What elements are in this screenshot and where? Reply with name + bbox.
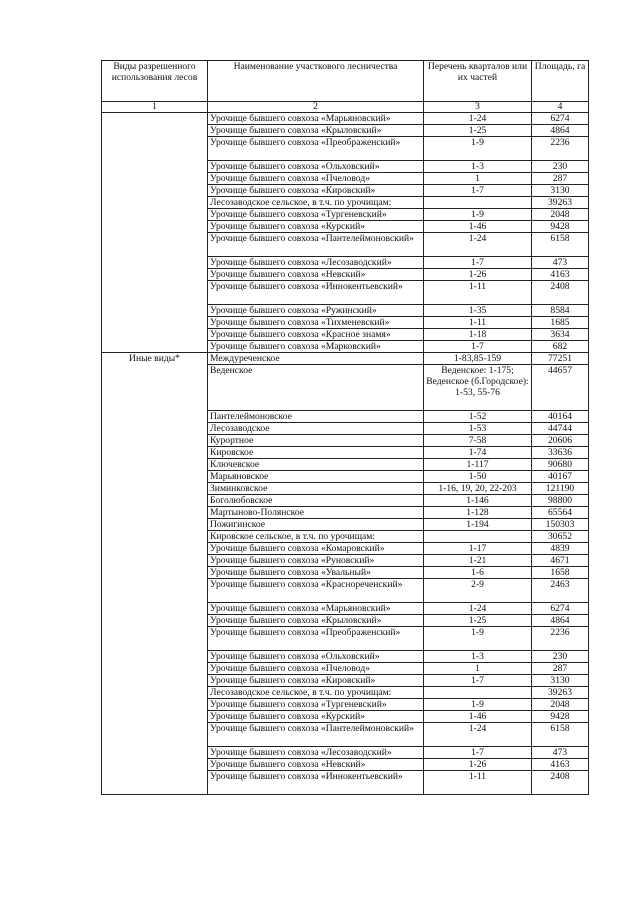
- quarters-cell: 1-9: [424, 627, 532, 651]
- forestry-name-cell: Урочище бывшего совхоза «Комаровский»: [208, 543, 424, 555]
- forestry-name-cell: Урочище бывшего совхоза «Крыловский»: [208, 125, 424, 137]
- quarters-cell: 1-3: [424, 651, 532, 663]
- quarters-cell: 1-50: [424, 471, 532, 483]
- forestry-name-cell: Веденское: [208, 365, 424, 411]
- forestry-name-cell: Урочище бывшего совхоза «Пантелеймоновский»: [208, 233, 424, 257]
- forestry-name-cell: Урочище бывшего совхоза «Тургеневский»: [208, 209, 424, 221]
- forestry-name-cell: Урочище бывшего совхоза «Курский»: [208, 711, 424, 723]
- area-cell: 473: [532, 257, 589, 269]
- area-cell: 6274: [532, 603, 589, 615]
- forestry-name-cell: Пожигинское: [208, 519, 424, 531]
- quarters-cell: 7-58: [424, 435, 532, 447]
- forestry-name-cell: Урочище бывшего совхоза «Красное знамя»: [208, 329, 424, 341]
- area-cell: 8584: [532, 305, 589, 317]
- area-cell: 473: [532, 747, 589, 759]
- quarters-cell: 1-24: [424, 233, 532, 257]
- quarters-cell: 1-11: [424, 281, 532, 305]
- forestry-name-cell: Урочище бывшего совхоза «Тихменевский»: [208, 317, 424, 329]
- forestry-name-cell: Урочище бывшего совхоза «Ружинский»: [208, 305, 424, 317]
- area-cell: 3130: [532, 185, 589, 197]
- area-cell: 40167: [532, 471, 589, 483]
- area-cell: 44744: [532, 423, 589, 435]
- header-forestry-name: Наименование участкового лесничества: [208, 61, 424, 102]
- quarters-cell: 1-7: [424, 257, 532, 269]
- area-cell: 39263: [532, 687, 589, 699]
- header-quarters: Перечень кварталов или их частей: [424, 61, 532, 102]
- forestry-name-cell: Урочище бывшего совхоза «Кировский»: [208, 675, 424, 687]
- area-cell: 230: [532, 651, 589, 663]
- forestry-name-cell: Кировское: [208, 447, 424, 459]
- quarters-cell: 1-35: [424, 305, 532, 317]
- area-cell: 4671: [532, 555, 589, 567]
- forestry-name-cell: Урочище бывшего совхоза «Пантелеймоновский»: [208, 723, 424, 747]
- forestry-name-cell: Пантелеймоновское: [208, 411, 424, 423]
- forestry-name-cell: Урочище бывшего совхоза «Курский»: [208, 221, 424, 233]
- area-cell: 1685: [532, 317, 589, 329]
- header-row: [102, 61, 589, 102]
- forestry-name-cell: Урочище бывшего совхоза «Крыловский»: [208, 615, 424, 627]
- quarters-cell: 1-3: [424, 161, 532, 173]
- forestry-name-cell: Лесозаводское сельское, в т.ч. по урочищам:: [208, 687, 424, 699]
- quarters-cell: 1-46: [424, 711, 532, 723]
- column-number: 2: [208, 102, 424, 113]
- forestry-name-cell: Междуреченское: [208, 353, 424, 365]
- area-cell: 4839: [532, 543, 589, 555]
- area-cell: 9428: [532, 221, 589, 233]
- quarters-cell: 1-74: [424, 447, 532, 459]
- forestry-name-cell: Урочище бывшего совхоза «Руновский»: [208, 555, 424, 567]
- area-cell: 121190: [532, 483, 589, 495]
- quarters-cell: 1-128: [424, 507, 532, 519]
- quarters-cell: 1-146: [424, 495, 532, 507]
- use-type-cell: Иные виды*: [102, 353, 208, 795]
- quarters-cell: 1-24: [424, 603, 532, 615]
- quarters-cell: 1-7: [424, 747, 532, 759]
- area-cell: 4864: [532, 125, 589, 137]
- forestry-name-cell: Урочище бывшего совхоза «Кировский»: [208, 185, 424, 197]
- area-cell: 4163: [532, 759, 589, 771]
- area-cell: 150303: [532, 519, 589, 531]
- area-cell: 2408: [532, 281, 589, 305]
- forestry-name-cell: Урочище бывшего совхоза «Марьяновский»: [208, 113, 424, 125]
- quarters-cell: 1-24: [424, 723, 532, 747]
- quarters-cell: 1-18: [424, 329, 532, 341]
- forestry-name-cell: Боголюбовское: [208, 495, 424, 507]
- area-cell: 287: [532, 173, 589, 185]
- use-type-cell: [102, 113, 208, 353]
- forestry-name-cell: Кировское сельское, в т.ч. по урочищам:: [208, 531, 424, 543]
- forestry-name-cell: Урочище бывшего совхоза «Марьяновский»: [208, 603, 424, 615]
- quarters-cell: 1-7: [424, 675, 532, 687]
- forestry-name-cell: Урочище бывшего совхоза «Ольховский»: [208, 651, 424, 663]
- forestry-name-cell: Мартыново-Полянское: [208, 507, 424, 519]
- area-cell: 682: [532, 341, 589, 353]
- area-cell: 2048: [532, 699, 589, 711]
- area-cell: 20606: [532, 435, 589, 447]
- quarters-cell: 1-117: [424, 459, 532, 471]
- area-cell: 2408: [532, 771, 589, 795]
- forestry-name-cell: Курортное: [208, 435, 424, 447]
- quarters-cell: 1-11: [424, 317, 532, 329]
- column-number: 4: [532, 102, 589, 113]
- header-use-type: Виды разрешенного использования лесов: [102, 61, 208, 102]
- quarters-cell: 2-9: [424, 579, 532, 603]
- area-cell: 4163: [532, 269, 589, 281]
- forestry-name-cell: Ключевское: [208, 459, 424, 471]
- area-cell: 65564: [532, 507, 589, 519]
- forestry-name-cell: Лесозаводское сельское, в т.ч. по урочищам:: [208, 197, 424, 209]
- forestry-name-cell: Лесозаводское: [208, 423, 424, 435]
- quarters-cell: 1: [424, 173, 532, 185]
- quarters-cell: 1-52: [424, 411, 532, 423]
- area-cell: 44657: [532, 365, 589, 411]
- area-cell: 6274: [532, 113, 589, 125]
- quarters-cell: 1-25: [424, 615, 532, 627]
- quarters-cell: 1-53: [424, 423, 532, 435]
- forestry-name-cell: Урочище бывшего совхоза «Преображенский»: [208, 137, 424, 161]
- area-cell: 2236: [532, 137, 589, 161]
- header-area: Площадь, га: [532, 61, 589, 102]
- forestry-name-cell: Урочище бывшего совхоза «Увальный»: [208, 567, 424, 579]
- forestry-name-cell: Урочище бывшего совхоза «Краснореченский»: [208, 579, 424, 603]
- quarters-cell: 1: [424, 663, 532, 675]
- quarters-cell: 1-16, 19, 20, 22-203: [424, 483, 532, 495]
- area-cell: 3130: [532, 675, 589, 687]
- forestry-name-cell: Урочище бывшего совхоза «Ольховский»: [208, 161, 424, 173]
- forestry-name-cell: Урочище бывшего совхоза «Лесозаводский»: [208, 257, 424, 269]
- area-cell: 90680: [532, 459, 589, 471]
- quarters-cell: 1-17: [424, 543, 532, 555]
- column-number: 1: [102, 102, 208, 113]
- forestry-name-cell: Урочище бывшего совхоза «Тургеневский»: [208, 699, 424, 711]
- quarters-cell: 1-9: [424, 699, 532, 711]
- forestry-name-cell: Урочище бывшего совхоза «Пчеловод»: [208, 173, 424, 185]
- forestry-name-cell: Урочище бывшего совхоза «Преображенский»: [208, 627, 424, 651]
- quarters-cell: 1-26: [424, 269, 532, 281]
- quarters-cell: [424, 197, 532, 209]
- forestry-name-cell: Марьяновское: [208, 471, 424, 483]
- quarters-cell: 1-46: [424, 221, 532, 233]
- column-number: 3: [424, 102, 532, 113]
- quarters-cell: 1-21: [424, 555, 532, 567]
- area-cell: 9428: [532, 711, 589, 723]
- area-cell: 77251: [532, 353, 589, 365]
- forestry-name-cell: Урочище бывшего совхоза «Иннокентьевский»: [208, 281, 424, 305]
- forestry-name-cell: Зиминковское: [208, 483, 424, 495]
- area-cell: 6158: [532, 233, 589, 257]
- forestry-name-cell: Урочище бывшего совхоза «Иннокентьевский»: [208, 771, 424, 795]
- quarters-cell: 1-26: [424, 759, 532, 771]
- area-cell: 2236: [532, 627, 589, 651]
- area-cell: 4864: [532, 615, 589, 627]
- quarters-cell: 1-83,85-159: [424, 353, 532, 365]
- column-number-row: [102, 102, 589, 113]
- area-cell: 287: [532, 663, 589, 675]
- quarters-cell: [424, 531, 532, 543]
- forestry-name-cell: Урочище бывшего совхоза «Лесозаводский»: [208, 747, 424, 759]
- quarters-cell: Веденское: 1-175; Веденское (б.Городское): 1-53, 55-76: [424, 365, 532, 411]
- area-cell: 40164: [532, 411, 589, 423]
- area-cell: 98800: [532, 495, 589, 507]
- area-cell: 2463: [532, 579, 589, 603]
- area-cell: 3634: [532, 329, 589, 341]
- quarters-cell: 1-7: [424, 341, 532, 353]
- area-cell: 6158: [532, 723, 589, 747]
- table-body: [102, 113, 589, 795]
- area-cell: 33636: [532, 447, 589, 459]
- area-cell: 1658: [532, 567, 589, 579]
- forest-use-table: [101, 60, 589, 795]
- forestry-name-cell: Урочище бывшего совхоза «Марковский»: [208, 341, 424, 353]
- area-cell: 2048: [532, 209, 589, 221]
- forestry-name-cell: Урочище бывшего совхоза «Пчеловод»: [208, 663, 424, 675]
- quarters-cell: [424, 687, 532, 699]
- quarters-cell: 1-9: [424, 209, 532, 221]
- quarters-cell: 1-25: [424, 125, 532, 137]
- area-cell: 30652: [532, 531, 589, 543]
- quarters-cell: 1-11: [424, 771, 532, 795]
- area-cell: 230: [532, 161, 589, 173]
- quarters-cell: 1-194: [424, 519, 532, 531]
- quarters-cell: 1-9: [424, 137, 532, 161]
- area-cell: 39263: [532, 197, 589, 209]
- table-row: [102, 113, 589, 125]
- forestry-name-cell: Урочище бывшего совхоза «Невский»: [208, 759, 424, 771]
- forestry-name-cell: Урочище бывшего совхоза «Невский»: [208, 269, 424, 281]
- quarters-cell: 1-7: [424, 185, 532, 197]
- quarters-cell: 1-6: [424, 567, 532, 579]
- quarters-cell: 1-24: [424, 113, 532, 125]
- table-row: [102, 353, 589, 365]
